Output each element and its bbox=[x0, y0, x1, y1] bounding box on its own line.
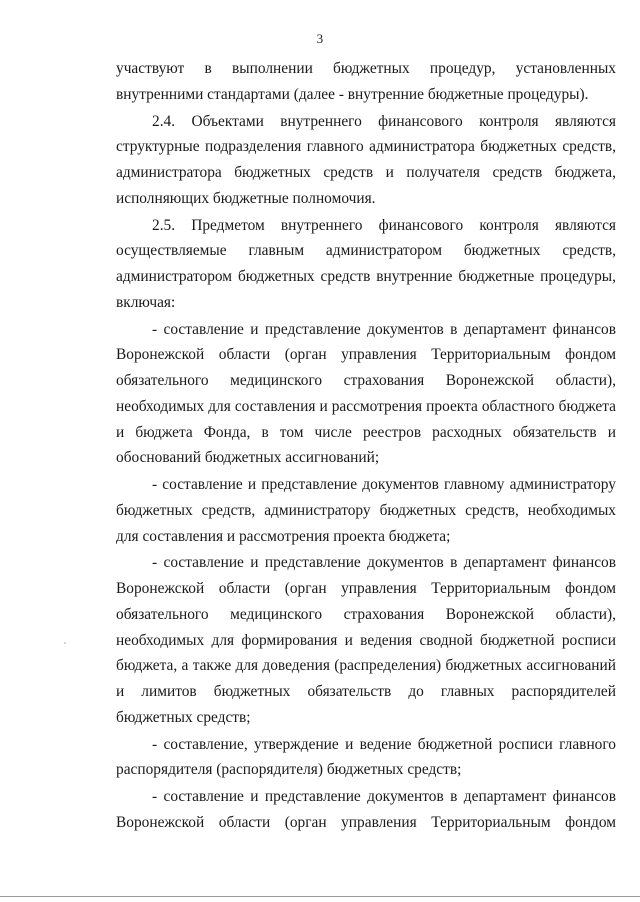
list-item-5: - составление и представление документов в департамент финансов Воронежской области (орган управления Территориальным фондом bbox=[116, 788, 616, 831]
paragraph-clause-2-5: 2.5. Предметом внутреннего финансового контроля являются осуществляемые главным администратором бюджетных средств, администратором бюджетных средств внутренние бюджетные процедуры, включая: bbox=[116, 216, 616, 311]
paragraph-clause-2-4: 2.4. Объектами внутреннего финансового контроля являются структурные подразделения главного администратора бюджетных средств, администратора бюджетных средств и получателя средств бюджета, исполняющих бюджетные полномочия. bbox=[116, 112, 616, 207]
page-number: 3 bbox=[316, 31, 324, 46]
list-item-2: - составление и представление документов главному администратору бюджетных средств, администратору бюджетных средств, необходимых для составления и рассмотрения проекта бюджета; bbox=[116, 476, 616, 545]
paragraph-intro-continuation: участвуют в выполнении бюджетных процедур, установленных внутренними стандартами (далее - внутренние бюджетные процедуры). bbox=[116, 60, 616, 103]
list-item-4: - составление, утверждение и ведение бюджетной росписи главного распорядителя (распорядителя) бюджетных средств; bbox=[116, 735, 616, 779]
document-body bbox=[116, 56, 616, 837]
list-item-3: - составление и представление документов в департамент финансов Воронежской области (орган управления Территориальным фондом обязательного медицинского страхования Воронежской области), необходимых для формирования и ведения сводной бюджетной росписи бюджета, а также для доведения (распределения) бюджетных ассигнований и лимитов бюджетных обязательств до главных распорядителей бюджетных средств; bbox=[116, 554, 616, 726]
bottom-scan-edge bbox=[0, 896, 640, 897]
scan-speck bbox=[64, 642, 66, 644]
list-item-1: - составление и представление документов в департамент финансов Воронежской области (орган управления Территориальным фондом обязательного медицинского страхования Воронежской области), необходимых для составления и рассмотрения проекта областного бюджета и бюджета Фонда, в том числе реестров расходных обязательств и обоснований бюджетных ассигнований; bbox=[116, 320, 616, 467]
